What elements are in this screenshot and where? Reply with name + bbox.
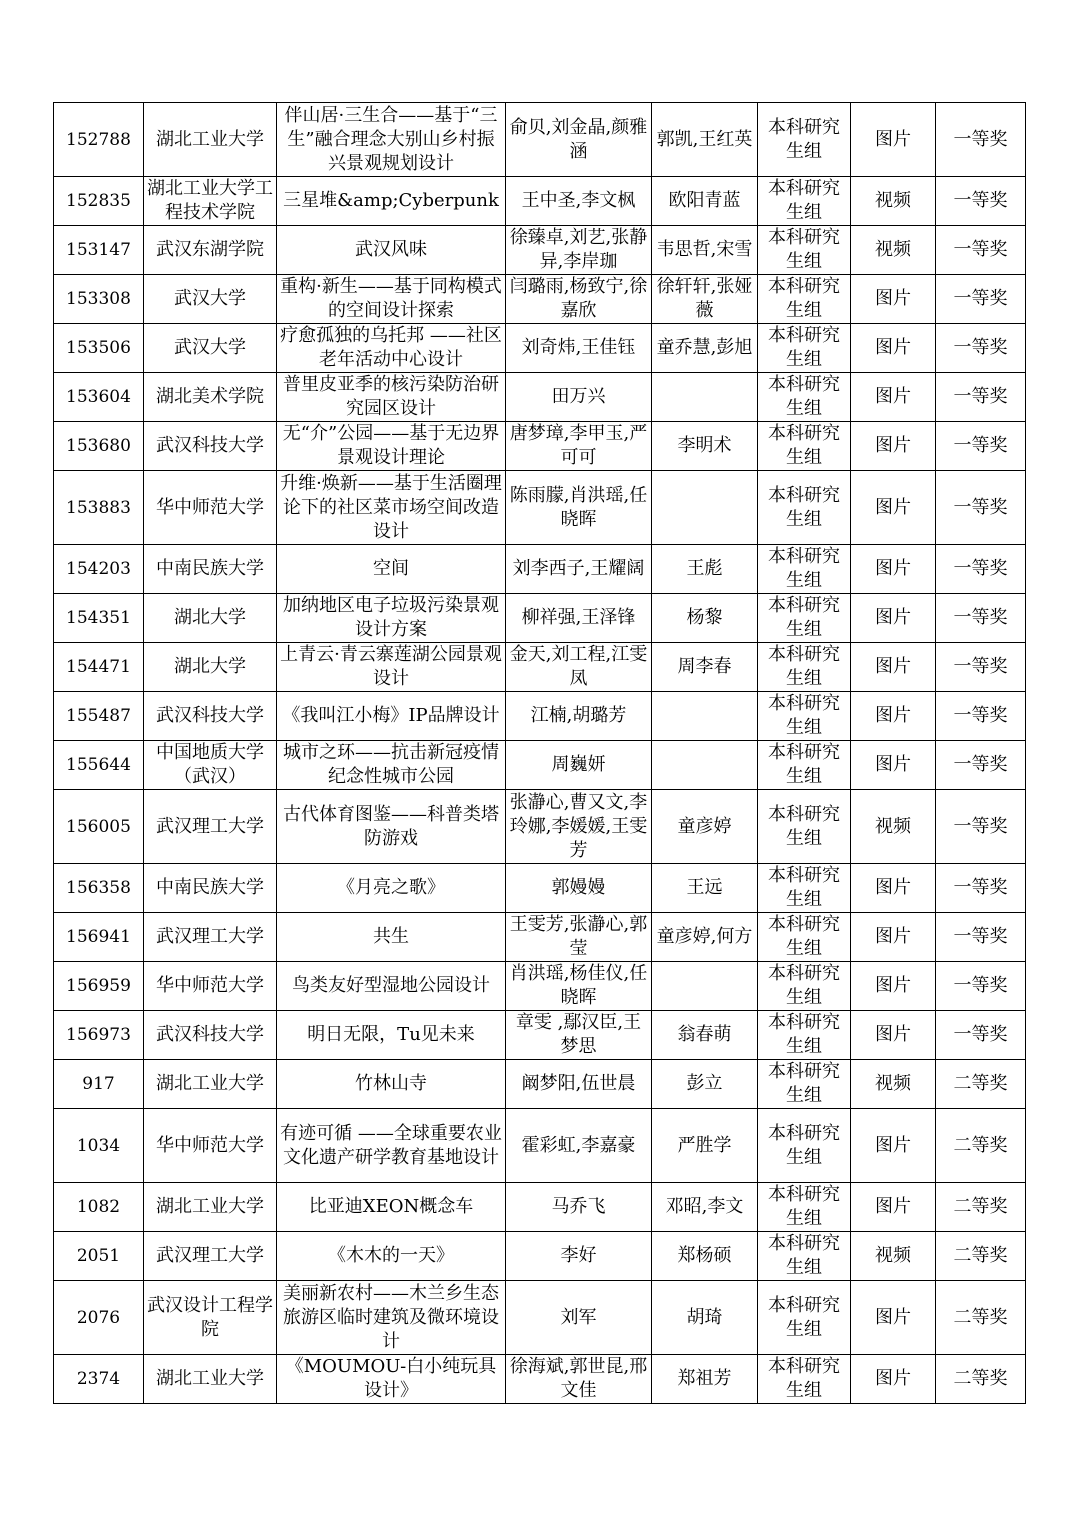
- table-row: [54, 471, 1026, 545]
- school-cell: 湖北工业大学: [144, 1060, 277, 1109]
- table-row: [54, 1060, 1026, 1109]
- advisor-cell: 王远: [652, 864, 758, 913]
- award-cell: 一等奖: [936, 103, 1026, 177]
- school-cell: 中国地质大学（武汉）: [144, 741, 277, 790]
- id-cell: 156005: [54, 790, 144, 864]
- table-row: [54, 1011, 1026, 1060]
- advisor-cell: 徐轩轩,张娅薇: [652, 275, 758, 324]
- group-cell: 本科研究生组: [758, 1109, 851, 1183]
- group-cell: 本科研究生组: [758, 1183, 851, 1232]
- advisor-cell: 彭立: [652, 1060, 758, 1109]
- authors-cell: 肖洪瑶,杨佳仪,任晓晖: [506, 962, 652, 1011]
- school-cell: 武汉科技大学: [144, 422, 277, 471]
- authors-cell: 李好: [506, 1232, 652, 1281]
- authors-cell: 唐梦璋,李甲玉,严可可: [506, 422, 652, 471]
- group-cell: 本科研究生组: [758, 471, 851, 545]
- group-cell: 本科研究生组: [758, 177, 851, 226]
- advisor-cell: 邓昭,李文: [652, 1183, 758, 1232]
- id-cell: 917: [54, 1060, 144, 1109]
- table-row: [54, 1183, 1026, 1232]
- table-row: [54, 594, 1026, 643]
- authors-cell: 章雯 ,鄢汉臣,王梦思: [506, 1011, 652, 1060]
- award-cell: 一等奖: [936, 373, 1026, 422]
- group-cell: 本科研究生组: [758, 1355, 851, 1404]
- table-row: [54, 1109, 1026, 1183]
- work-title-cell: 共生: [277, 913, 506, 962]
- school-cell: 武汉理工大学: [144, 913, 277, 962]
- school-cell: 中南民族大学: [144, 864, 277, 913]
- id-cell: 153506: [54, 324, 144, 373]
- id-cell: 153308: [54, 275, 144, 324]
- advisor-cell: [652, 471, 758, 545]
- type-cell: 图片: [851, 422, 936, 471]
- group-cell: 本科研究生组: [758, 790, 851, 864]
- group-cell: 本科研究生组: [758, 643, 851, 692]
- table-row: [54, 864, 1026, 913]
- award-cell: 一等奖: [936, 471, 1026, 545]
- school-cell: 湖北工业大学: [144, 1183, 277, 1232]
- id-cell: 156941: [54, 913, 144, 962]
- authors-cell: 闫璐雨,杨致宁,徐嘉欣: [506, 275, 652, 324]
- award-cell: 一等奖: [936, 692, 1026, 741]
- school-cell: 华中师范大学: [144, 1109, 277, 1183]
- type-cell: 视频: [851, 177, 936, 226]
- school-cell: 湖北工业大学工程技术学院: [144, 177, 277, 226]
- group-cell: 本科研究生组: [758, 226, 851, 275]
- school-cell: 湖北大学: [144, 594, 277, 643]
- type-cell: 图片: [851, 103, 936, 177]
- type-cell: 图片: [851, 741, 936, 790]
- type-cell: 图片: [851, 962, 936, 1011]
- id-cell: 154351: [54, 594, 144, 643]
- advisor-cell: 郭凯,王红英: [652, 103, 758, 177]
- school-cell: 武汉设计工程学院: [144, 1281, 277, 1355]
- work-title-cell: 升维·焕新——基于生活圈理论下的社区菜市场空间改造设计: [277, 471, 506, 545]
- authors-cell: 陈雨朦,肖洪瑶,任晓晖: [506, 471, 652, 545]
- authors-cell: 田万兴: [506, 373, 652, 422]
- work-title-cell: 《木木的一天》: [277, 1232, 506, 1281]
- table-row: [54, 103, 1026, 177]
- table-row: [54, 422, 1026, 471]
- group-cell: 本科研究生组: [758, 1060, 851, 1109]
- table-row: [54, 226, 1026, 275]
- work-title-cell: 《我叫江小梅》IP品牌设计: [277, 692, 506, 741]
- table-row: [54, 177, 1026, 226]
- table-row: [54, 692, 1026, 741]
- advisor-cell: 童彦婷: [652, 790, 758, 864]
- group-cell: 本科研究生组: [758, 1011, 851, 1060]
- group-cell: 本科研究生组: [758, 324, 851, 373]
- table-row: [54, 1281, 1026, 1355]
- award-cell: 二等奖: [936, 1109, 1026, 1183]
- type-cell: 图片: [851, 373, 936, 422]
- advisor-cell: [652, 962, 758, 1011]
- award-cell: 一等奖: [936, 864, 1026, 913]
- award-cell: 二等奖: [936, 1281, 1026, 1355]
- type-cell: 图片: [851, 913, 936, 962]
- advisor-cell: 杨黎: [652, 594, 758, 643]
- id-cell: 2076: [54, 1281, 144, 1355]
- advisor-cell: 周李春: [652, 643, 758, 692]
- id-cell: 156973: [54, 1011, 144, 1060]
- school-cell: 武汉理工大学: [144, 790, 277, 864]
- award-cell: 一等奖: [936, 324, 1026, 373]
- authors-cell: 郭嫚嫚: [506, 864, 652, 913]
- group-cell: 本科研究生组: [758, 864, 851, 913]
- authors-cell: 刘李西子,王耀阔: [506, 545, 652, 594]
- table-row: [54, 790, 1026, 864]
- school-cell: 武汉大学: [144, 324, 277, 373]
- type-cell: 图片: [851, 1355, 936, 1404]
- school-cell: 武汉科技大学: [144, 692, 277, 741]
- advisor-cell: [652, 741, 758, 790]
- type-cell: 视频: [851, 1232, 936, 1281]
- work-title-cell: 武汉风味: [277, 226, 506, 275]
- school-cell: 华中师范大学: [144, 471, 277, 545]
- id-cell: 155644: [54, 741, 144, 790]
- work-title-cell: 重构·新生——基于同构模式的空间设计探索: [277, 275, 506, 324]
- id-cell: 153147: [54, 226, 144, 275]
- id-cell: 1034: [54, 1109, 144, 1183]
- type-cell: 图片: [851, 594, 936, 643]
- award-cell: 一等奖: [936, 594, 1026, 643]
- table-row: [54, 962, 1026, 1011]
- id-cell: 2051: [54, 1232, 144, 1281]
- type-cell: 图片: [851, 864, 936, 913]
- work-title-cell: 空间: [277, 545, 506, 594]
- authors-cell: 周巍妍: [506, 741, 652, 790]
- advisor-cell: 胡琦: [652, 1281, 758, 1355]
- advisor-cell: [652, 373, 758, 422]
- work-title-cell: 《月亮之歌》: [277, 864, 506, 913]
- table-row: [54, 545, 1026, 594]
- advisor-cell: 欧阳青蓝: [652, 177, 758, 226]
- authors-cell: 江楠,胡璐芳: [506, 692, 652, 741]
- work-title-cell: 无“介”公园——基于无边界景观设计理论: [277, 422, 506, 471]
- work-title-cell: 城市之环——抗击新冠疫情纪念性城市公园: [277, 741, 506, 790]
- table-row: [54, 373, 1026, 422]
- school-cell: 湖北工业大学: [144, 1355, 277, 1404]
- authors-cell: 徐臻卓,刘艺,张静异,李岸珈: [506, 226, 652, 275]
- id-cell: 152788: [54, 103, 144, 177]
- award-cell: 一等奖: [936, 545, 1026, 594]
- award-table: [53, 102, 1026, 1404]
- type-cell: 视频: [851, 226, 936, 275]
- award-cell: 一等奖: [936, 226, 1026, 275]
- award-cell: 一等奖: [936, 962, 1026, 1011]
- work-title-cell: 加纳地区电子垃圾污染景观设计方案: [277, 594, 506, 643]
- advisor-cell: 翁春萌: [652, 1011, 758, 1060]
- id-cell: 153680: [54, 422, 144, 471]
- authors-cell: 马乔飞: [506, 1183, 652, 1232]
- school-cell: 湖北大学: [144, 643, 277, 692]
- work-title-cell: 明日无限，Tu见未来: [277, 1011, 506, 1060]
- work-title-cell: 比亚迪XEON概念车: [277, 1183, 506, 1232]
- id-cell: 155487: [54, 692, 144, 741]
- authors-cell: 徐海斌,郭世昆,邢文佳: [506, 1355, 652, 1404]
- group-cell: 本科研究生组: [758, 545, 851, 594]
- table-row: [54, 741, 1026, 790]
- group-cell: 本科研究生组: [758, 1281, 851, 1355]
- type-cell: 图片: [851, 643, 936, 692]
- group-cell: 本科研究生组: [758, 692, 851, 741]
- work-title-cell: 有迹可循 ——全球重要农业文化遗产研学教育基地设计: [277, 1109, 506, 1183]
- id-cell: 152835: [54, 177, 144, 226]
- table-row: [54, 643, 1026, 692]
- type-cell: 图片: [851, 1109, 936, 1183]
- advisor-cell: 韦思哲,宋雪: [652, 226, 758, 275]
- advisor-cell: 郑杨硕: [652, 1232, 758, 1281]
- school-cell: 湖北美术学院: [144, 373, 277, 422]
- type-cell: 图片: [851, 324, 936, 373]
- group-cell: 本科研究生组: [758, 1232, 851, 1281]
- type-cell: 图片: [851, 1011, 936, 1060]
- award-cell: 一等奖: [936, 177, 1026, 226]
- advisor-cell: 严胜学: [652, 1109, 758, 1183]
- advisor-cell: 王彪: [652, 545, 758, 594]
- id-cell: 2374: [54, 1355, 144, 1404]
- work-title-cell: 上青云·青云寨莲湖公园景观设计: [277, 643, 506, 692]
- award-cell: 一等奖: [936, 741, 1026, 790]
- type-cell: 图片: [851, 275, 936, 324]
- authors-cell: 刘奇炜,王佳钰: [506, 324, 652, 373]
- work-title-cell: 疗愈孤独的乌托邦 ——社区老年活动中心设计: [277, 324, 506, 373]
- group-cell: 本科研究生组: [758, 275, 851, 324]
- authors-cell: 俞贝,刘金晶,颜雅涵: [506, 103, 652, 177]
- id-cell: 154203: [54, 545, 144, 594]
- school-cell: 中南民族大学: [144, 545, 277, 594]
- authors-cell: 霍彩虹,李嘉豪: [506, 1109, 652, 1183]
- group-cell: 本科研究生组: [758, 913, 851, 962]
- work-title-cell: 伴山居·三生合——基于“三生”融合理念大别山乡村振兴景观规划设计: [277, 103, 506, 177]
- table-row: [54, 1355, 1026, 1404]
- id-cell: 153883: [54, 471, 144, 545]
- award-cell: 二等奖: [936, 1060, 1026, 1109]
- award-cell: 二等奖: [936, 1355, 1026, 1404]
- work-title-cell: 普里皮亚季的核污染防治研究园区设计: [277, 373, 506, 422]
- work-title-cell: 美丽新农村——木兰乡生态旅游区临时建筑及微环境设计: [277, 1281, 506, 1355]
- id-cell: 153604: [54, 373, 144, 422]
- school-cell: 武汉东湖学院: [144, 226, 277, 275]
- work-title-cell: 竹林山寺: [277, 1060, 506, 1109]
- school-cell: 湖北工业大学: [144, 103, 277, 177]
- authors-cell: 金天,刘工程,江雯凤: [506, 643, 652, 692]
- type-cell: 视频: [851, 790, 936, 864]
- award-cell: 二等奖: [936, 1232, 1026, 1281]
- award-cell: 一等奖: [936, 1011, 1026, 1060]
- authors-cell: 柳祥强,王泽锋: [506, 594, 652, 643]
- type-cell: 图片: [851, 471, 936, 545]
- award-cell: 二等奖: [936, 1183, 1026, 1232]
- id-cell: 156358: [54, 864, 144, 913]
- advisor-cell: 童彦婷,何方: [652, 913, 758, 962]
- group-cell: 本科研究生组: [758, 594, 851, 643]
- id-cell: 156959: [54, 962, 144, 1011]
- school-cell: 武汉理工大学: [144, 1232, 277, 1281]
- work-title-cell: 三星堆&amp;Cyberpunk: [277, 177, 506, 226]
- table-row: [54, 324, 1026, 373]
- work-title-cell: 古代体育图鉴——科普类塔防游戏: [277, 790, 506, 864]
- id-cell: 1082: [54, 1183, 144, 1232]
- type-cell: 图片: [851, 692, 936, 741]
- work-title-cell: 《MOUMOU-白小纯玩具设计》: [277, 1355, 506, 1404]
- authors-cell: 张瀞心,曹又文,李玲娜,李媛媛,王雯芳: [506, 790, 652, 864]
- advisor-cell: 童乔慧,彭旭: [652, 324, 758, 373]
- school-cell: 武汉大学: [144, 275, 277, 324]
- advisor-cell: [652, 692, 758, 741]
- type-cell: 图片: [851, 1281, 936, 1355]
- award-cell: 一等奖: [936, 275, 1026, 324]
- group-cell: 本科研究生组: [758, 741, 851, 790]
- work-title-cell: 鸟类友好型湿地公园设计: [277, 962, 506, 1011]
- group-cell: 本科研究生组: [758, 103, 851, 177]
- table-row: [54, 913, 1026, 962]
- award-cell: 一等奖: [936, 643, 1026, 692]
- id-cell: 154471: [54, 643, 144, 692]
- award-cell: 一等奖: [936, 913, 1026, 962]
- award-cell: 一等奖: [936, 422, 1026, 471]
- type-cell: 视频: [851, 1060, 936, 1109]
- authors-cell: 王中圣,李文枫: [506, 177, 652, 226]
- group-cell: 本科研究生组: [758, 373, 851, 422]
- school-cell: 华中师范大学: [144, 962, 277, 1011]
- type-cell: 图片: [851, 1183, 936, 1232]
- advisor-cell: 郑祖芳: [652, 1355, 758, 1404]
- table-row: [54, 1232, 1026, 1281]
- authors-cell: 阚梦阳,伍世晨: [506, 1060, 652, 1109]
- type-cell: 图片: [851, 545, 936, 594]
- authors-cell: 刘军: [506, 1281, 652, 1355]
- advisor-cell: 李明术: [652, 422, 758, 471]
- school-cell: 武汉科技大学: [144, 1011, 277, 1060]
- table-row: [54, 275, 1026, 324]
- authors-cell: 王雯芳,张瀞心,郭莹: [506, 913, 652, 962]
- group-cell: 本科研究生组: [758, 422, 851, 471]
- award-cell: 一等奖: [936, 790, 1026, 864]
- group-cell: 本科研究生组: [758, 962, 851, 1011]
